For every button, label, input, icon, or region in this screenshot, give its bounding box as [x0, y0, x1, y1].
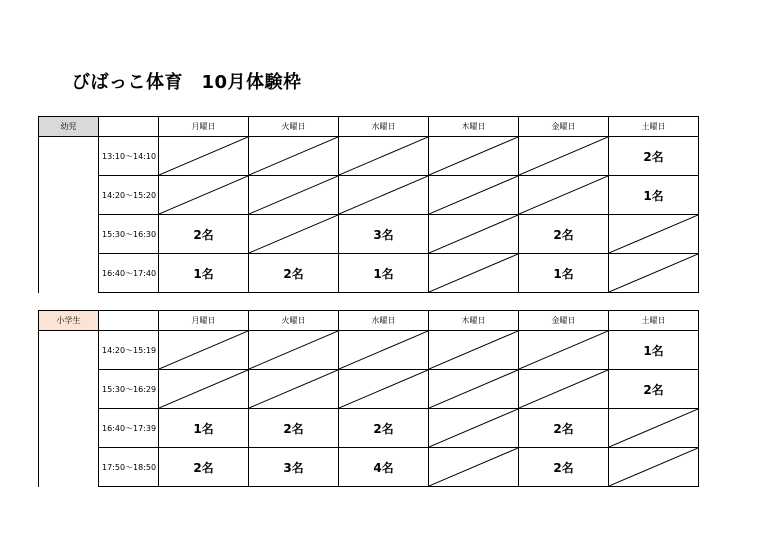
- slot-cell: 1名: [159, 409, 249, 448]
- slot-cell: 2名: [609, 137, 699, 176]
- unavailable-slash: [609, 448, 698, 486]
- unavailable-slash: [249, 176, 338, 214]
- slot-cell: 2名: [519, 409, 609, 448]
- slot-cell: 1名: [609, 331, 699, 370]
- slot-cell: [609, 215, 699, 254]
- slot-cell: 4名: [339, 448, 429, 487]
- page-title: びばっこ体育 10月体験枠: [72, 72, 302, 93]
- unavailable-slash: [339, 331, 428, 369]
- slot-cell: [609, 448, 699, 487]
- time-slot: 15:30〜16:30: [99, 215, 159, 254]
- day-header-wed: 水曜日: [339, 117, 429, 137]
- group-label: 幼児: [39, 117, 99, 137]
- unavailable-slash: [519, 370, 608, 408]
- unavailable-slash: [609, 254, 698, 292]
- slot-cell: 2名: [249, 254, 339, 293]
- day-header-sat: 土曜日: [609, 311, 699, 331]
- slot-cell: [249, 176, 339, 215]
- slot-cell: [249, 331, 339, 370]
- unavailable-slash: [249, 137, 338, 175]
- time-header-cell: [99, 311, 159, 331]
- day-header-thu: 木曜日: [429, 117, 519, 137]
- slot-cell: [159, 176, 249, 215]
- slot-cell: [249, 137, 339, 176]
- slot-cell: [429, 370, 519, 409]
- group-column: [39, 137, 99, 293]
- unavailable-slash: [159, 137, 248, 175]
- slot-cell: [519, 370, 609, 409]
- header-row: [39, 311, 699, 331]
- slot-cell: 3名: [339, 215, 429, 254]
- table-row: [39, 215, 699, 254]
- slot-cell: [339, 370, 429, 409]
- table-row: [39, 370, 699, 409]
- unavailable-slash: [339, 370, 428, 408]
- slot-cell: [429, 137, 519, 176]
- table-row: [39, 137, 699, 176]
- unavailable-slash: [339, 176, 428, 214]
- slot-cell: [519, 331, 609, 370]
- slot-cell: 1名: [159, 254, 249, 293]
- group-column: [39, 331, 99, 487]
- day-header-fri: 金曜日: [519, 117, 609, 137]
- header-row: [39, 117, 699, 137]
- day-header-mon: 月曜日: [159, 117, 249, 137]
- day-header-thu: 木曜日: [429, 311, 519, 331]
- time-slot: 14:20〜15:19: [99, 331, 159, 370]
- unavailable-slash: [429, 448, 518, 486]
- table-row: [39, 448, 699, 487]
- slot-cell: [159, 137, 249, 176]
- slot-cell: [159, 331, 249, 370]
- unavailable-slash: [429, 331, 518, 369]
- slot-cell: [339, 331, 429, 370]
- slot-cell: 2名: [609, 370, 699, 409]
- time-slot: 16:40〜17:40: [99, 254, 159, 293]
- slot-cell: [609, 254, 699, 293]
- time-slot: 15:30〜16:29: [99, 370, 159, 409]
- slot-cell: [609, 409, 699, 448]
- slot-cell: 1名: [609, 176, 699, 215]
- slot-cell: [429, 448, 519, 487]
- group-label: 小学生: [39, 311, 99, 331]
- schedule-table-elementary: [38, 310, 699, 487]
- day-header-fri: 金曜日: [519, 311, 609, 331]
- unavailable-slash: [519, 176, 608, 214]
- day-header-tue: 火曜日: [249, 117, 339, 137]
- slot-cell: 1名: [339, 254, 429, 293]
- slot-cell: 2名: [159, 448, 249, 487]
- slot-cell: [339, 176, 429, 215]
- unavailable-slash: [249, 370, 338, 408]
- table-row: [39, 409, 699, 448]
- slot-cell: [519, 176, 609, 215]
- time-slot: 13:10〜14:10: [99, 137, 159, 176]
- time-slot: 14:20〜15:20: [99, 176, 159, 215]
- slot-cell: 1名: [519, 254, 609, 293]
- unavailable-slash: [609, 215, 698, 253]
- slot-cell: [429, 409, 519, 448]
- slot-cell: [249, 370, 339, 409]
- slot-cell: 2名: [159, 215, 249, 254]
- slot-cell: 2名: [249, 409, 339, 448]
- unavailable-slash: [159, 370, 248, 408]
- unavailable-slash: [609, 409, 698, 447]
- unavailable-slash: [429, 215, 518, 253]
- unavailable-slash: [249, 215, 338, 253]
- slot-cell: [429, 254, 519, 293]
- unavailable-slash: [159, 331, 248, 369]
- unavailable-slash: [519, 331, 608, 369]
- slot-cell: [249, 215, 339, 254]
- time-slot: 17:50〜18:50: [99, 448, 159, 487]
- unavailable-slash: [429, 370, 518, 408]
- table-row: [39, 331, 699, 370]
- time-slot: 16:40〜17:39: [99, 409, 159, 448]
- day-header-mon: 月曜日: [159, 311, 249, 331]
- unavailable-slash: [339, 137, 428, 175]
- table-row: [39, 176, 699, 215]
- unavailable-slash: [159, 176, 248, 214]
- slot-cell: [429, 331, 519, 370]
- day-header-tue: 火曜日: [249, 311, 339, 331]
- slot-cell: 2名: [519, 215, 609, 254]
- unavailable-slash: [429, 137, 518, 175]
- slot-cell: [519, 137, 609, 176]
- slot-cell: 3名: [249, 448, 339, 487]
- unavailable-slash: [429, 409, 518, 447]
- unavailable-slash: [519, 137, 608, 175]
- unavailable-slash: [429, 176, 518, 214]
- slot-cell: 2名: [519, 448, 609, 487]
- slot-cell: [429, 176, 519, 215]
- slot-cell: [429, 215, 519, 254]
- day-header-wed: 水曜日: [339, 311, 429, 331]
- unavailable-slash: [429, 254, 518, 292]
- table-row: [39, 254, 699, 293]
- time-header-cell: [99, 117, 159, 137]
- day-header-sat: 土曜日: [609, 117, 699, 137]
- slot-cell: [339, 137, 429, 176]
- slot-cell: [159, 370, 249, 409]
- slot-cell: 2名: [339, 409, 429, 448]
- unavailable-slash: [249, 331, 338, 369]
- schedule-table-kids: [38, 116, 699, 293]
